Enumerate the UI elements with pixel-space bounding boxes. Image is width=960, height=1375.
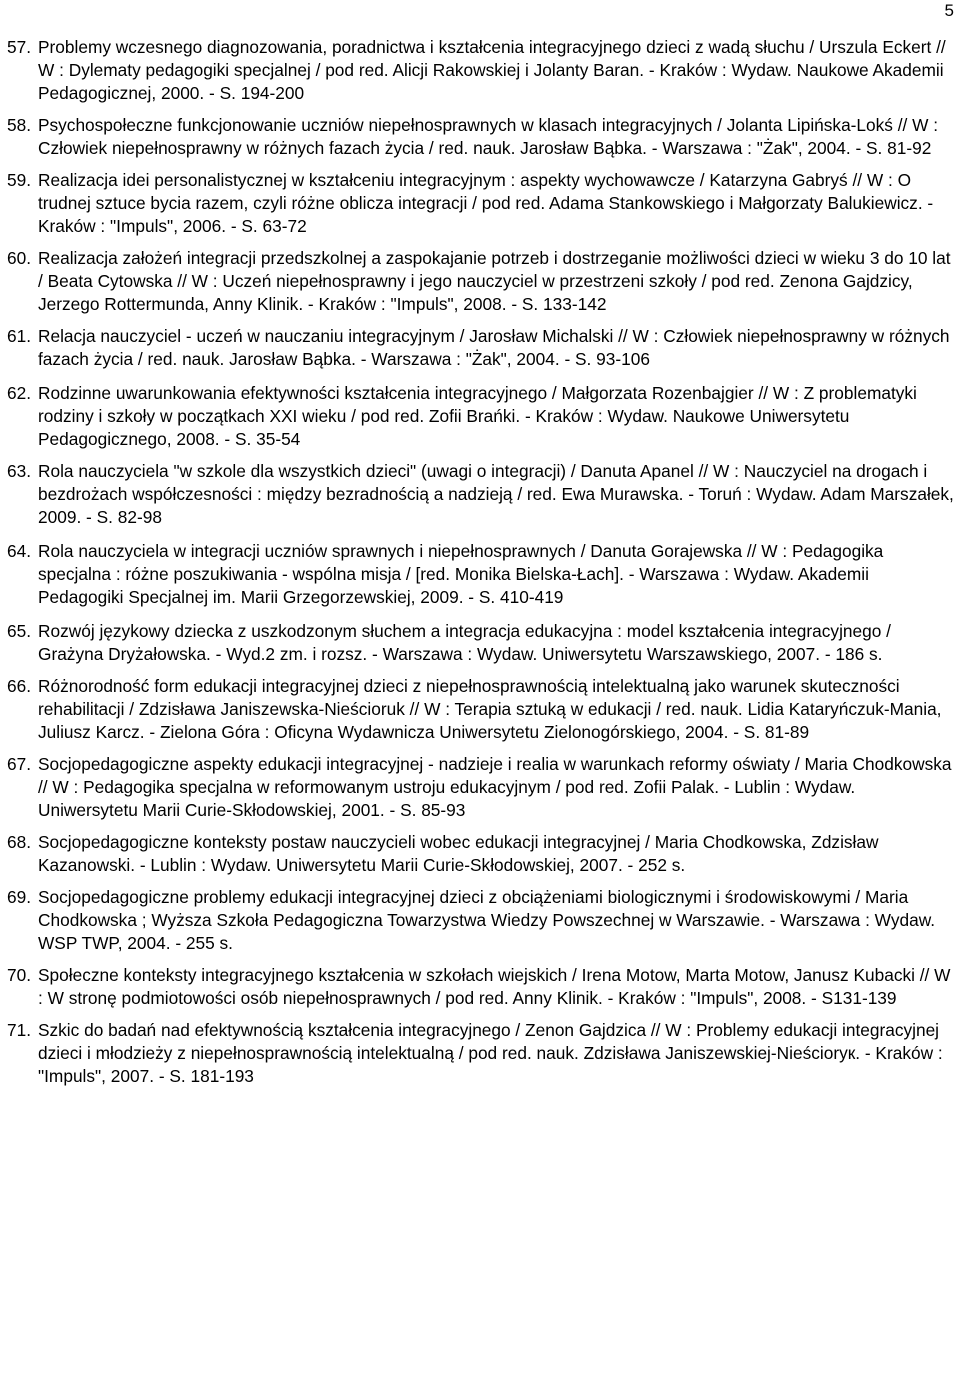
entry-text: Socjopedagogiczne aspekty edukacji integracyjnej - nadzieje i realia w warunkach reformy oświaty / Maria Chodkowska // W : Pedagogika specjalna w reformowanym ustroju edukacyjnym / pod red. Zofii Palak. - Lublin : Wydaw. Uniwersytetu Marii Curie-Skłodowskiej, 2001. - S. 85-93 xyxy=(38,754,952,820)
entry-number: 70. xyxy=(7,965,32,985)
bibliography-entry xyxy=(7,540,957,609)
entry-number: 69. xyxy=(7,887,32,907)
entry-text: Socjopedagogiczne problemy edukacji integracyjnej dzieci z obciążeniami biologicznymi i środowiskowymi / Maria Chodkowska ; Wyższa Szkoła Pedagogiczna Towarzystwa Wiedzy Powszechnej w Warszawie. - Warszawa : Wydaw. WSP TWP, 2004. - 255 s. xyxy=(38,887,936,953)
bibliography-entry xyxy=(7,964,957,1010)
bibliography-list xyxy=(7,36,957,1097)
entry-number: 59. xyxy=(7,170,32,190)
bibliography-entry xyxy=(7,620,957,666)
entry-number: 65. xyxy=(7,621,32,641)
bibliography-entry xyxy=(7,753,957,822)
bibliography-entry xyxy=(7,1019,957,1088)
entry-number: 66. xyxy=(7,676,32,696)
entry-number: 62. xyxy=(7,383,32,403)
entry-text: Rozwój językowy dziecka z uszkodzonym słuchem a integracja edukacyjna : model kształcenia integracyjnego / Grażyna Dryżałowska. - Wyd.2 zm. i rozsz. - Warszawa : Wydaw. Uniwersytetu Warszawskiego, 2007. - 186 s. xyxy=(38,621,891,664)
entry-text: Rola nauczyciela "w szkole dla wszystkich dzieci" (uwagi o integracji) / Danuta Apanel // W : Nauczyciel na drogach i bezdrożach współczesności : między bezradnością a nadzieją / red. Ewa Murawska. - Toruń : Wydaw. Adam Marszałek, 2009. - S. 82-98 xyxy=(38,461,954,527)
entry-text: Problemy wczesnego diagnozowania, poradnictwa i kształcenia integracyjnego dzieci z wadą słuchu / Urszula Eckert // W : Dylematy pedagogiki specjalnej / pod red. Alicji Rakowskiej i Jolanty Baran. - Kraków : Wydaw. Naukowe Akademii Pedagogicznej, 2000. - S. 194-200 xyxy=(38,37,946,103)
entry-number: 60. xyxy=(7,248,32,268)
entry-text: Psychospołeczne funkcjonowanie uczniów niepełnosprawnych w klasach integracyjnych / Jolanta Lipińska-Lokś // W : Człowiek niepełnosprawny w różnych fazach życia / red. nauk. Jarosław Bąbka. - Warszawa : "Żak", 2004. - S. 81-92 xyxy=(38,115,939,158)
entry-text: Rola nauczyciela w integracji uczniów sprawnych i niepełnosprawnych / Danuta Gorajewska // W : Pedagogika specjalna : różne poszukiwania - wspólna misja / [red. Monika Bielska-Łach]. - Warszawa : Wydaw. Akademii Pedagogiki Specjalnej im. Marii Grzegorzewskiej, 2009. - S. 410-419 xyxy=(38,541,884,607)
entry-number: 68. xyxy=(7,832,32,852)
bibliography-entry xyxy=(7,675,957,744)
bibliography-entry xyxy=(7,382,957,451)
entry-number: 67. xyxy=(7,754,32,774)
entry-text: Szkic do badań nad efektywnością kształcenia integracyjnego / Zenon Gajdzica // W : Problemy edukacji integracyjnej dzieci i młodzieży z niepełnosprawnością intelektualną / pod red. nauk. Zdzisława Janiszewskiej-Nieściorук. - Kraków : "Impuls", 2007. - S. 181-193 xyxy=(38,1020,943,1086)
bibliography-entry xyxy=(7,460,957,529)
page-number: 5 xyxy=(944,1,954,20)
entry-number: 63. xyxy=(7,461,32,481)
entry-text: Relacja nauczyciel - uczeń w nauczaniu integracyjnym / Jarosław Michalski // W : Człowiek niepełnosprawny w różnych fazach życia / red. nauk. Jarosław Bąbka. - Warszawa : "Żak", 2004. - S. 93-106 xyxy=(38,326,950,369)
bibliography-entry xyxy=(7,36,957,105)
entry-number: 58. xyxy=(7,115,32,135)
entry-number: 61. xyxy=(7,326,32,346)
bibliography-entry xyxy=(7,169,957,238)
entry-number: 71. xyxy=(7,1020,32,1040)
bibliography-entry xyxy=(7,886,957,955)
entry-text: Realizacja idei personalistycznej w kształceniu integracyjnym : aspekty wychowawcze / Katarzyna Gabryś // W : O trudnej sztuce bycia razem, czyli różne oblicza integracji / pod red. Adama Stankowskiego i Małgorzaty Balukiewicz. - Kraków : "Impuls", 2006. - S. 63-72 xyxy=(38,170,934,236)
entry-number: 57. xyxy=(7,37,32,57)
bibliography-entry xyxy=(7,247,957,316)
entry-number: 64. xyxy=(7,541,32,561)
entry-text: Rodzinne uwarunkowania efektywności kształcenia integracyjnego / Małgorzata Rozenbajgier // W : Z problematyki rodziny i szkoły w początkach XXI wieku / pod red. Zofii Brańki. - Kraków : Wydaw. Naukowe Uniwersytetu Pedagogicznego, 2008. - S. 35-54 xyxy=(38,383,917,449)
entry-text: Realizacja założeń integracji przedszkolnej a zaspokajanie potrzeb i dostrzeganie możliwości dzieci w wieku 3 do 10 lat / Beata Cytowska // W : Uczeń niepełnosprawny i jego nauczyciel w przestrzeni szkoły / pod red. Zenona Gajdzicy, Jerzego Rottermunda, Anny Klinik. - Kraków : "Impuls", 2008. - S. 133-142 xyxy=(38,248,951,314)
entry-text: Społeczne konteksty integracyjnego kształcenia w szkołach wiejskich / Irena Motow, Marta Motow, Janusz Kubacki // W : W stronę podmiotowości osób niepełnosprawnych / pod red. Anny Klinik. - Kraków : "Impuls", 2008. - S131-139 xyxy=(38,965,951,1008)
bibliography-entry xyxy=(7,114,957,160)
entry-text: Socjopedagogiczne konteksty postaw nauczycieli wobec edukacji integracyjnej / Maria Chodkowska, Zdzisław Kazanowski. - Lublin : Wydaw. Uniwersytetu Marii Curie-Skłodowskiej, 2007. - 252 s. xyxy=(38,832,879,875)
bibliography-entry xyxy=(7,325,957,371)
bibliography-entry xyxy=(7,831,957,877)
entry-text: Różnorodność form edukacji integracyjnej dzieci z niepełnosprawnością intelektualną jako warunek skuteczności rehabilitacji / Zdzisława Janiszewska-Nieścioruk // W : Terapia sztuką w edukacji / red. nauk. Lidia Kataryńczuk-Mania, Juliusz Karcz. - Zielona Góra : Oficyna Wydawnicza Uniwersytetu Zielonogórskiego, 2004. - S. 81-89 xyxy=(38,676,942,742)
